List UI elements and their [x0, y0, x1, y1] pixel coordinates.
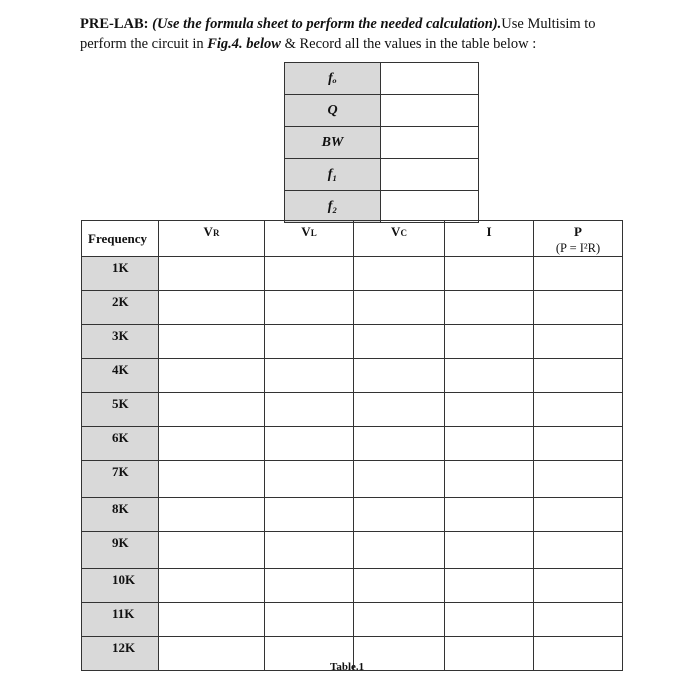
frequency-cell: 11K: [82, 603, 159, 637]
value-cell-vl[interactable]: [265, 359, 354, 393]
value-cell-vl[interactable]: [265, 325, 354, 359]
value-cell-vc[interactable]: [354, 637, 445, 671]
param-row-f2: [285, 191, 479, 223]
value-cell-p[interactable]: [534, 637, 623, 671]
header-p-formula: (P = I²R): [555, 241, 601, 255]
value-cell-vr[interactable]: [159, 637, 265, 671]
value-cell-p[interactable]: [534, 532, 623, 569]
instruction-text-a: Use Multisim to perform the circuit in: [80, 16, 596, 52]
figure-reference: Fig.4. below: [207, 36, 281, 52]
param-label-q: Q: [285, 95, 381, 127]
value-cell-p[interactable]: [534, 498, 623, 532]
value-cell-i[interactable]: [445, 291, 534, 325]
prelab-label: PRE-LAB:: [80, 16, 149, 32]
table-caption: Table.1: [330, 661, 365, 673]
value-cell-i[interactable]: [445, 427, 534, 461]
value-cell-p[interactable]: [534, 603, 623, 637]
value-cell-p[interactable]: [534, 291, 623, 325]
value-cell-vr[interactable]: [159, 257, 265, 291]
value-cell-vc[interactable]: [354, 603, 445, 637]
formula-instruction: (Use the formula sheet to perform the needed calculation).: [152, 16, 502, 32]
param-row-fo: [285, 63, 479, 95]
table-row: [82, 427, 623, 461]
value-cell-p[interactable]: [534, 325, 623, 359]
value-cell-i[interactable]: [445, 359, 534, 393]
table-row: [82, 393, 623, 427]
frequency-cell: 7K: [82, 461, 159, 498]
header-vc: [354, 221, 445, 257]
value-cell-vr[interactable]: [159, 461, 265, 498]
frequency-cell: 4K: [82, 359, 159, 393]
table-row: [82, 359, 623, 393]
header-vr-symbol: V: [203, 224, 213, 239]
param-value-fo[interactable]: [381, 63, 479, 95]
value-cell-i[interactable]: [445, 603, 534, 637]
value-cell-vc[interactable]: [354, 569, 445, 603]
value-cell-vl[interactable]: [265, 393, 354, 427]
table-row: [82, 603, 623, 637]
frequency-cell: 10K: [82, 569, 159, 603]
param-value-bw[interactable]: [381, 127, 479, 159]
table-row: [82, 291, 623, 325]
value-cell-vc[interactable]: [354, 461, 445, 498]
frequency-cell: 3K: [82, 325, 159, 359]
value-cell-p[interactable]: [534, 461, 623, 498]
param-label-bw: BW: [285, 127, 381, 159]
param-value-f1[interactable]: [381, 159, 479, 191]
parameter-table: [284, 62, 479, 223]
frequency-cell: 9K: [82, 532, 159, 569]
param-value-f2[interactable]: [381, 191, 479, 223]
value-cell-vl[interactable]: [265, 498, 354, 532]
param-row-bw: [285, 127, 479, 159]
table-row: [82, 257, 623, 291]
header-frequency: Frequency: [82, 221, 159, 257]
value-cell-p[interactable]: [534, 569, 623, 603]
value-cell-p[interactable]: [534, 257, 623, 291]
param-label-fo: fₒ: [285, 63, 381, 95]
value-cell-i[interactable]: [445, 532, 534, 569]
table-row: [82, 498, 623, 532]
table-row: [82, 461, 623, 498]
value-cell-i[interactable]: [445, 461, 534, 498]
value-cell-vr[interactable]: [159, 569, 265, 603]
measurement-table: [81, 220, 623, 671]
frequency-cell: 12K: [82, 637, 159, 671]
value-cell-vl[interactable]: [265, 603, 354, 637]
header-vl-symbol: V: [301, 224, 311, 239]
header-vc-symbol: V: [391, 224, 401, 239]
table-row: [82, 532, 623, 569]
frequency-cell: 1K: [82, 257, 159, 291]
value-cell-vr[interactable]: [159, 325, 265, 359]
value-cell-vc[interactable]: [354, 498, 445, 532]
header-vr: [159, 221, 265, 257]
value-cell-vr[interactable]: [159, 291, 265, 325]
header-p-symbol: P: [574, 224, 582, 239]
param-row-q: [285, 95, 479, 127]
table-row: [82, 569, 623, 603]
frequency-cell: 2K: [82, 291, 159, 325]
frequency-cell: 8K: [82, 498, 159, 532]
value-cell-vl[interactable]: [265, 291, 354, 325]
value-cell-vl[interactable]: [265, 427, 354, 461]
header-vr-subscript: R: [212, 228, 220, 238]
value-cell-vc[interactable]: [354, 359, 445, 393]
value-cell-p[interactable]: [534, 393, 623, 427]
value-cell-vc[interactable]: [354, 257, 445, 291]
frequency-cell: 6K: [82, 427, 159, 461]
value-cell-vl[interactable]: [265, 569, 354, 603]
param-label-f1: f₁: [285, 159, 381, 191]
value-cell-i[interactable]: [445, 498, 534, 532]
value-cell-vc[interactable]: [354, 393, 445, 427]
table-row: [82, 325, 623, 359]
value-cell-vl[interactable]: [265, 461, 354, 498]
value-cell-i[interactable]: [445, 637, 534, 671]
value-cell-vc[interactable]: [354, 291, 445, 325]
value-cell-vc[interactable]: [354, 427, 445, 461]
table-body: [82, 257, 623, 671]
value-cell-i[interactable]: [445, 569, 534, 603]
frequency-cell: 5K: [82, 393, 159, 427]
value-cell-vl[interactable]: [265, 532, 354, 569]
table-header-row: [82, 221, 623, 257]
value-cell-vr[interactable]: [159, 427, 265, 461]
param-label-f2: f₂: [285, 191, 381, 223]
value-cell-vr[interactable]: [159, 603, 265, 637]
value-cell-i[interactable]: [445, 325, 534, 359]
value-cell-p[interactable]: [534, 359, 623, 393]
header-p: [534, 221, 623, 257]
value-cell-vl[interactable]: [265, 257, 354, 291]
header-vl-subscript: L: [310, 228, 317, 238]
value-cell-vc[interactable]: [354, 325, 445, 359]
instruction-text-b: & Record all the values in the table below :: [284, 36, 537, 52]
header-vl: [265, 221, 354, 257]
value-cell-vr[interactable]: [159, 498, 265, 532]
value-cell-vr[interactable]: [159, 532, 265, 569]
param-value-q[interactable]: [381, 95, 479, 127]
value-cell-i[interactable]: [445, 257, 534, 291]
value-cell-i[interactable]: [445, 393, 534, 427]
param-row-f1: [285, 159, 479, 191]
value-cell-vr[interactable]: [159, 393, 265, 427]
value-cell-vc[interactable]: [354, 532, 445, 569]
header-vc-subscript: C: [400, 228, 407, 238]
prelab-instructions: [80, 14, 640, 54]
header-i: I: [445, 221, 534, 257]
value-cell-p[interactable]: [534, 427, 623, 461]
value-cell-vr[interactable]: [159, 359, 265, 393]
